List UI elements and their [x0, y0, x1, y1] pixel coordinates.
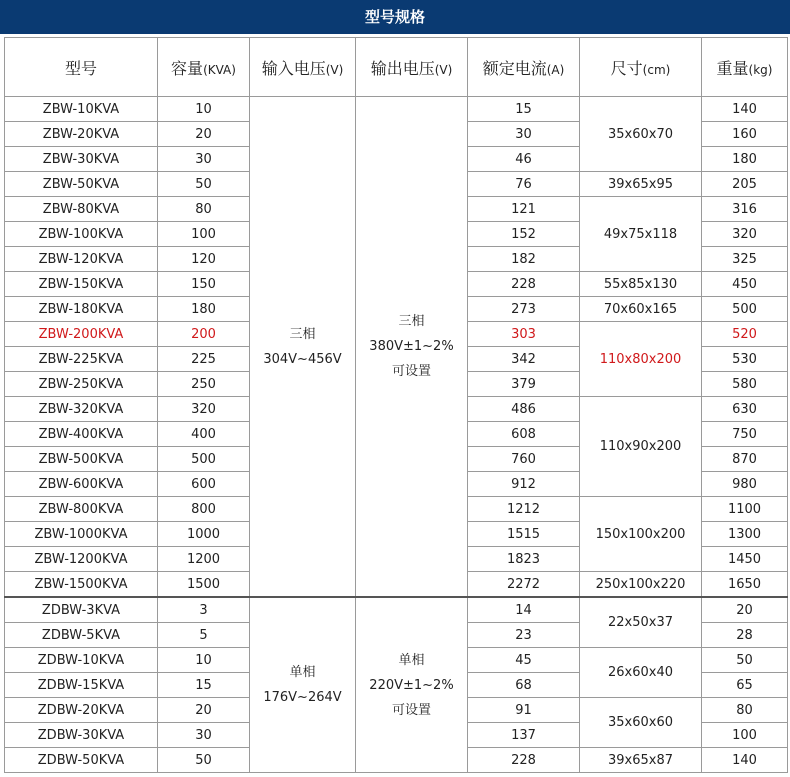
header-unit: (V) [434, 62, 453, 77]
rated-current-cell: 121 [468, 197, 580, 222]
header-label: 尺寸 [610, 58, 643, 78]
size-cell: 39x65x87 [580, 748, 702, 773]
rated-current-cell: 91 [468, 698, 580, 723]
weight-cell: 1450 [702, 547, 788, 572]
header-unit: (V) [325, 62, 344, 77]
weight-cell: 205 [702, 172, 788, 197]
model-cell: ZBW-800KVA [5, 497, 158, 522]
header-label: 输出电压 [370, 58, 435, 78]
capacity-cell: 5 [158, 623, 250, 648]
weight-cell: 1650 [702, 572, 788, 598]
model-cell: ZBW-80KVA [5, 197, 158, 222]
header-output-voltage [356, 38, 468, 97]
rated-current-cell: 182 [468, 247, 580, 272]
model-cell: ZBW-150KVA [5, 272, 158, 297]
rated-current-cell: 608 [468, 422, 580, 447]
size-cell: 110x90x200 [580, 397, 702, 497]
size-cell: 22x50x37 [580, 597, 702, 648]
weight-cell: 316 [702, 197, 788, 222]
size-cell: 39x65x95 [580, 172, 702, 197]
capacity-cell: 10 [158, 97, 250, 122]
input-voltage-line: 单相 [289, 665, 316, 680]
rated-current-cell: 2272 [468, 572, 580, 598]
model-cell: ZBW-1000KVA [5, 522, 158, 547]
rated-current-cell: 15 [468, 97, 580, 122]
header-unit: (A) [546, 62, 565, 77]
weight-cell: 870 [702, 447, 788, 472]
capacity-cell: 200 [158, 322, 250, 347]
size-cell: 49x75x118 [580, 197, 702, 272]
capacity-cell: 150 [158, 272, 250, 297]
weight-cell: 500 [702, 297, 788, 322]
capacity-cell: 20 [158, 122, 250, 147]
model-cell: ZDBW-10KVA [5, 648, 158, 673]
capacity-cell: 250 [158, 372, 250, 397]
capacity-cell: 20 [158, 698, 250, 723]
weight-cell: 180 [702, 147, 788, 172]
model-cell: ZBW-200KVA [5, 322, 158, 347]
weight-cell: 520 [702, 322, 788, 347]
header-label: 型号 [64, 58, 97, 78]
capacity-cell: 50 [158, 172, 250, 197]
header-size [580, 38, 702, 97]
rated-current-cell: 68 [468, 673, 580, 698]
header-label: 容量 [171, 58, 204, 78]
header-input-voltage [250, 38, 356, 97]
weight-cell: 160 [702, 122, 788, 147]
header-row [5, 38, 788, 97]
model-cell: ZBW-20KVA [5, 122, 158, 147]
weight-cell: 630 [702, 397, 788, 422]
model-cell: ZBW-225KVA [5, 347, 158, 372]
rated-current-cell: 303 [468, 322, 580, 347]
capacity-cell: 15 [158, 673, 250, 698]
rated-current-cell: 486 [468, 397, 580, 422]
header-unit: (KVA) [203, 62, 236, 77]
model-cell: ZBW-600KVA [5, 472, 158, 497]
header-unit: (cm) [642, 62, 671, 77]
size-cell: 250x100x220 [580, 572, 702, 598]
rated-current-cell: 30 [468, 122, 580, 147]
model-cell: ZBW-30KVA [5, 147, 158, 172]
weight-cell: 140 [702, 748, 788, 773]
output-voltage-cell [356, 597, 468, 773]
output-voltage-cell [356, 97, 468, 598]
model-cell: ZBW-250KVA [5, 372, 158, 397]
rated-current-cell: 379 [468, 372, 580, 397]
output-voltage-line: 220V±1~2% [369, 677, 454, 693]
model-cell: ZBW-50KVA [5, 172, 158, 197]
capacity-cell: 50 [158, 748, 250, 773]
rated-current-cell: 1515 [468, 522, 580, 547]
weight-cell: 28 [702, 623, 788, 648]
model-cell: ZBW-10KVA [5, 97, 158, 122]
page-title: 型号规格 [0, 0, 790, 34]
rated-current-cell: 14 [468, 597, 580, 623]
capacity-cell: 120 [158, 247, 250, 272]
model-cell: ZDBW-20KVA [5, 698, 158, 723]
model-cell: ZBW-1200KVA [5, 547, 158, 572]
rated-current-cell: 273 [468, 297, 580, 322]
capacity-cell: 180 [158, 297, 250, 322]
capacity-cell: 500 [158, 447, 250, 472]
output-voltage-line: 可设置 [391, 364, 431, 379]
capacity-cell: 10 [158, 648, 250, 673]
rated-current-cell: 228 [468, 272, 580, 297]
rated-current-cell: 46 [468, 147, 580, 172]
capacity-cell: 225 [158, 347, 250, 372]
rated-current-cell: 23 [468, 623, 580, 648]
size-cell: 150x100x200 [580, 497, 702, 572]
header-label: 输入电压 [261, 58, 326, 78]
size-cell: 26x60x40 [580, 648, 702, 698]
output-voltage-line: 380V±1~2% [369, 339, 454, 354]
input-voltage-cell [250, 597, 356, 773]
table-row [5, 97, 788, 122]
weight-cell: 50 [702, 648, 788, 673]
rated-current-cell: 152 [468, 222, 580, 247]
model-cell: ZDBW-30KVA [5, 723, 158, 748]
spec-table-body [5, 97, 788, 773]
model-cell: ZBW-320KVA [5, 397, 158, 422]
weight-cell: 750 [702, 422, 788, 447]
weight-cell: 20 [702, 597, 788, 623]
rated-current-cell: 1823 [468, 547, 580, 572]
output-voltage-line: 三相 [398, 314, 425, 329]
weight-cell: 100 [702, 723, 788, 748]
model-cell: ZBW-500KVA [5, 447, 158, 472]
output-voltage-line: 可设置 [391, 702, 431, 718]
header-rated-current [468, 38, 580, 97]
model-cell: ZBW-100KVA [5, 222, 158, 247]
header-capacity [158, 38, 250, 97]
capacity-cell: 320 [158, 397, 250, 422]
model-cell: ZDBW-50KVA [5, 748, 158, 773]
capacity-cell: 100 [158, 222, 250, 247]
rated-current-cell: 45 [468, 648, 580, 673]
header-weight [702, 38, 788, 97]
input-voltage-line: 304V~456V [263, 351, 342, 367]
capacity-cell: 80 [158, 197, 250, 222]
size-cell: 35x60x70 [580, 97, 702, 172]
model-cell: ZBW-120KVA [5, 247, 158, 272]
capacity-cell: 1500 [158, 572, 250, 598]
weight-cell: 580 [702, 372, 788, 397]
header-unit: (kg) [748, 62, 773, 77]
weight-cell: 1100 [702, 497, 788, 522]
model-cell: ZBW-1500KVA [5, 572, 158, 598]
input-voltage-cell [250, 97, 356, 598]
size-cell: 35x60x60 [580, 698, 702, 748]
capacity-cell: 1200 [158, 547, 250, 572]
header-label: 额定电流 [482, 58, 547, 78]
output-voltage-line: 单相 [398, 652, 425, 668]
rated-current-cell: 342 [468, 347, 580, 372]
weight-cell: 980 [702, 472, 788, 497]
size-cell: 55x85x130 [580, 272, 702, 297]
capacity-cell: 800 [158, 497, 250, 522]
weight-cell: 450 [702, 272, 788, 297]
model-cell: ZDBW-3KVA [5, 597, 158, 623]
weight-cell: 1300 [702, 522, 788, 547]
rated-current-cell: 912 [468, 472, 580, 497]
model-cell: ZDBW-5KVA [5, 623, 158, 648]
size-cell: 110x80x200 [580, 322, 702, 397]
capacity-cell: 3 [158, 597, 250, 623]
weight-cell: 80 [702, 698, 788, 723]
weight-cell: 325 [702, 247, 788, 272]
model-cell: ZDBW-15KVA [5, 673, 158, 698]
model-cell: ZBW-400KVA [5, 422, 158, 447]
input-voltage-line: 176V~264V [263, 690, 342, 705]
model-cell: ZBW-180KVA [5, 297, 158, 322]
weight-cell: 320 [702, 222, 788, 247]
capacity-cell: 30 [158, 147, 250, 172]
capacity-cell: 400 [158, 422, 250, 447]
input-voltage-line: 三相 [289, 326, 316, 342]
rated-current-cell: 137 [468, 723, 580, 748]
table-row [5, 597, 788, 623]
capacity-cell: 600 [158, 472, 250, 497]
capacity-cell: 30 [158, 723, 250, 748]
rated-current-cell: 1212 [468, 497, 580, 522]
header-label: 重量 [716, 58, 749, 78]
weight-cell: 530 [702, 347, 788, 372]
spec-table [4, 37, 788, 773]
rated-current-cell: 76 [468, 172, 580, 197]
capacity-cell: 1000 [158, 522, 250, 547]
weight-cell: 140 [702, 97, 788, 122]
header-model [5, 38, 158, 97]
weight-cell: 65 [702, 673, 788, 698]
size-cell: 70x60x165 [580, 297, 702, 322]
rated-current-cell: 228 [468, 748, 580, 773]
rated-current-cell: 760 [468, 447, 580, 472]
